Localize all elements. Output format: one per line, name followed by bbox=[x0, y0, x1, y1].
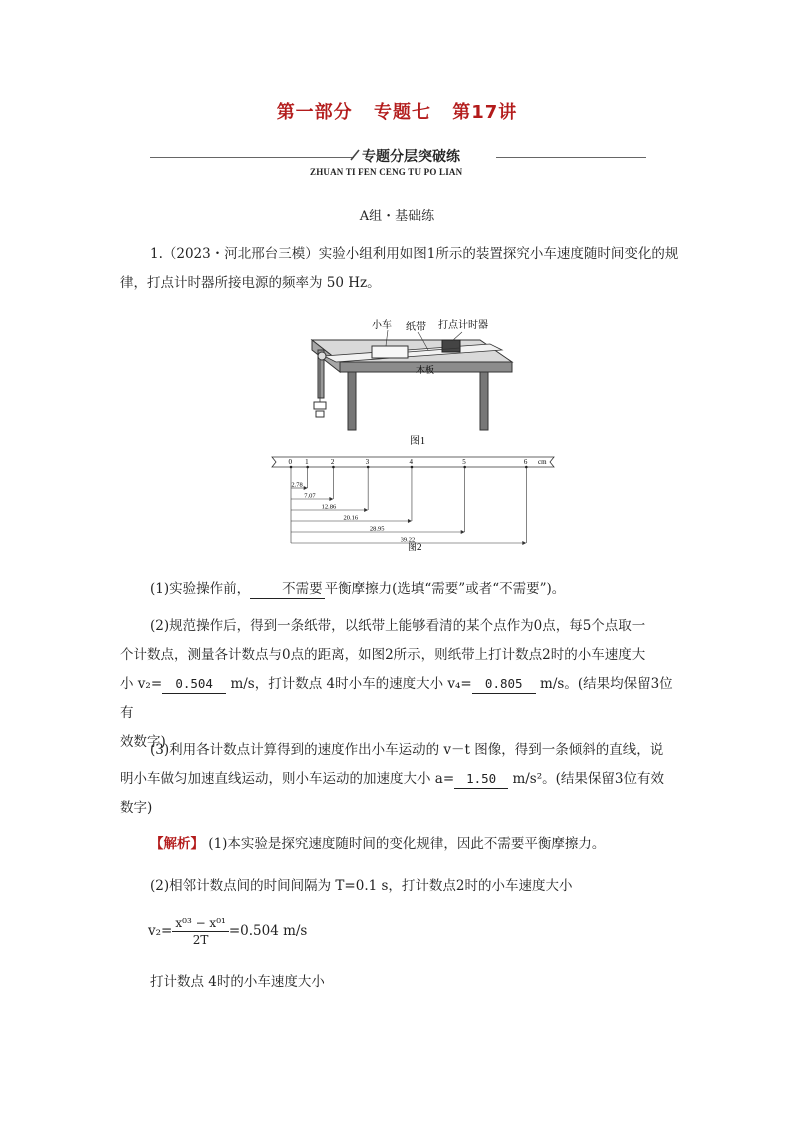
part-1-answer: 不需要 bbox=[250, 580, 325, 599]
slash-decoration-icon bbox=[348, 149, 362, 161]
weight bbox=[316, 411, 324, 417]
dimension-label: 39.22 bbox=[400, 536, 416, 544]
table-leg bbox=[480, 372, 488, 430]
section-divider-right bbox=[496, 157, 646, 158]
equation-denominator: 2T bbox=[192, 933, 209, 947]
part-1-pre: (1)实验操作前， bbox=[150, 581, 251, 597]
dimension-arrow bbox=[329, 497, 333, 501]
part-2-pre: 小 v₂= bbox=[120, 676, 163, 692]
cart bbox=[372, 346, 408, 358]
part-2-line-3 bbox=[120, 670, 680, 728]
figure-2-tape bbox=[268, 455, 560, 555]
tape-point-label: 4 bbox=[409, 458, 413, 466]
tape-point bbox=[411, 466, 414, 469]
solution-label: 【解析】 bbox=[150, 836, 204, 852]
tape-unit: cm bbox=[538, 458, 547, 466]
dimension-arrow bbox=[364, 508, 368, 512]
part-1 bbox=[120, 575, 680, 604]
equation-lhs: v₂= bbox=[148, 923, 173, 939]
solution-1 bbox=[120, 830, 680, 859]
timer bbox=[442, 340, 460, 352]
table-leg bbox=[348, 372, 356, 430]
dimension-label: 20.16 bbox=[343, 514, 359, 522]
part-2-line-4: 效数字) bbox=[120, 734, 166, 750]
figure-2-caption: 图2 bbox=[408, 542, 422, 552]
section-pinyin: ZHUAN TI FEN CENG TU PO LIAN bbox=[310, 167, 463, 177]
part-3-pre: 明小车做匀加速直线运动，则小车运动的加速度大小 a= bbox=[120, 771, 455, 787]
dimension-arrow bbox=[304, 486, 308, 490]
tape-outline bbox=[272, 457, 554, 467]
title-topic: 专题七 bbox=[373, 102, 431, 123]
label-board: 木板 bbox=[416, 365, 435, 375]
tape-point bbox=[332, 466, 335, 469]
solution-step-3: 打计数点 4时的小车速度大小 bbox=[150, 974, 325, 990]
weight bbox=[314, 402, 326, 409]
equation-numerator: x⁰³ − x⁰¹ bbox=[172, 915, 228, 932]
tape-point-label: 2 bbox=[330, 458, 335, 466]
part-2-post: m/s。(结果均保留3位有 bbox=[120, 676, 673, 721]
dimension-arrow bbox=[522, 541, 526, 545]
tape-point-label: 1 bbox=[305, 458, 309, 466]
part-3-line-2 bbox=[120, 765, 680, 794]
section-divider-left bbox=[150, 157, 354, 158]
tape-point bbox=[306, 466, 309, 469]
tape-point bbox=[290, 466, 293, 469]
question-intro: 1.（2023・河北邢台三模）实验小组利用如图1所示的装置探究小车速度随时间变化的规律，打点计时器所接电源的频率为 50 Hz。 bbox=[120, 246, 679, 291]
label-tape: 纸带 bbox=[406, 322, 426, 333]
part-2-mid: m/s，打计数点 4时小车的速度大小 v₄= bbox=[226, 676, 472, 692]
tape-point-label: 3 bbox=[365, 458, 370, 466]
label-timer: 打点计时器 bbox=[438, 320, 488, 331]
section-title: 专题分层突破练 bbox=[362, 149, 460, 165]
part-2-line-1: (2)规范操作后，得到一条纸带，以纸带上能够看清的某个点作为0点，每5个点取一 bbox=[150, 618, 646, 634]
dimension-label: 2.78 bbox=[291, 481, 303, 489]
v2-answer: 0.504 bbox=[162, 675, 226, 694]
equation-fraction bbox=[172, 915, 228, 948]
tape-point bbox=[525, 466, 528, 469]
v4-answer: 0.805 bbox=[472, 675, 536, 694]
tape-point bbox=[463, 466, 466, 469]
solution-step-2: (2)相邻计数点间的时间间隔为 T=0.1 s，打计数点2时的小车速度大小 bbox=[150, 878, 573, 894]
section-header bbox=[150, 146, 650, 182]
solution-equation bbox=[148, 915, 548, 948]
pulley bbox=[318, 352, 326, 360]
tape-point bbox=[367, 466, 370, 469]
group-heading: A组・基础练 bbox=[359, 209, 435, 224]
figure-1-apparatus bbox=[290, 310, 520, 450]
dimension-label: 12.86 bbox=[321, 503, 337, 511]
tape-point-label: 5 bbox=[462, 458, 466, 466]
title-part: 第一部分 bbox=[276, 102, 353, 123]
part-3-line-1: (3)利用各计数点计算得到的速度作出小车运动的 v－t 图像，得到一条倾斜的直线，说 bbox=[150, 742, 664, 758]
label-car: 小车 bbox=[372, 320, 392, 331]
part-3-line-3: 数字) bbox=[120, 800, 153, 816]
tape-point-label: 0 bbox=[288, 458, 292, 466]
figure-1-caption: 图1 bbox=[410, 436, 425, 447]
acceleration-answer: 1.50 bbox=[454, 770, 508, 789]
dimension-label: 7.07 bbox=[304, 492, 316, 500]
dimension-arrow bbox=[461, 530, 465, 534]
part-3 bbox=[120, 736, 680, 823]
solution-step-1: (1)本实验是探究速度随时间的变化规律，因此不需要平衡摩擦力。 bbox=[208, 836, 606, 852]
dimension-arrow bbox=[408, 519, 412, 523]
tape-point-label: 6 bbox=[523, 458, 528, 466]
part-3-post: m/s²。(结果保留3位有效 bbox=[508, 771, 664, 787]
dimension-label: 28.95 bbox=[369, 525, 385, 533]
page-title bbox=[0, 98, 794, 124]
title-lecture: 第17讲 bbox=[452, 102, 518, 123]
equation-rhs: =0.504 m/s bbox=[228, 923, 308, 939]
part-1-post: 平衡摩擦力(选填“需要”或者“不需要”)。 bbox=[324, 581, 566, 597]
part-2-line-2: 个计数点，测量各计数点与0点的距离，如图2所示，则纸带上打计数点2时的小车速度大 bbox=[120, 647, 646, 663]
